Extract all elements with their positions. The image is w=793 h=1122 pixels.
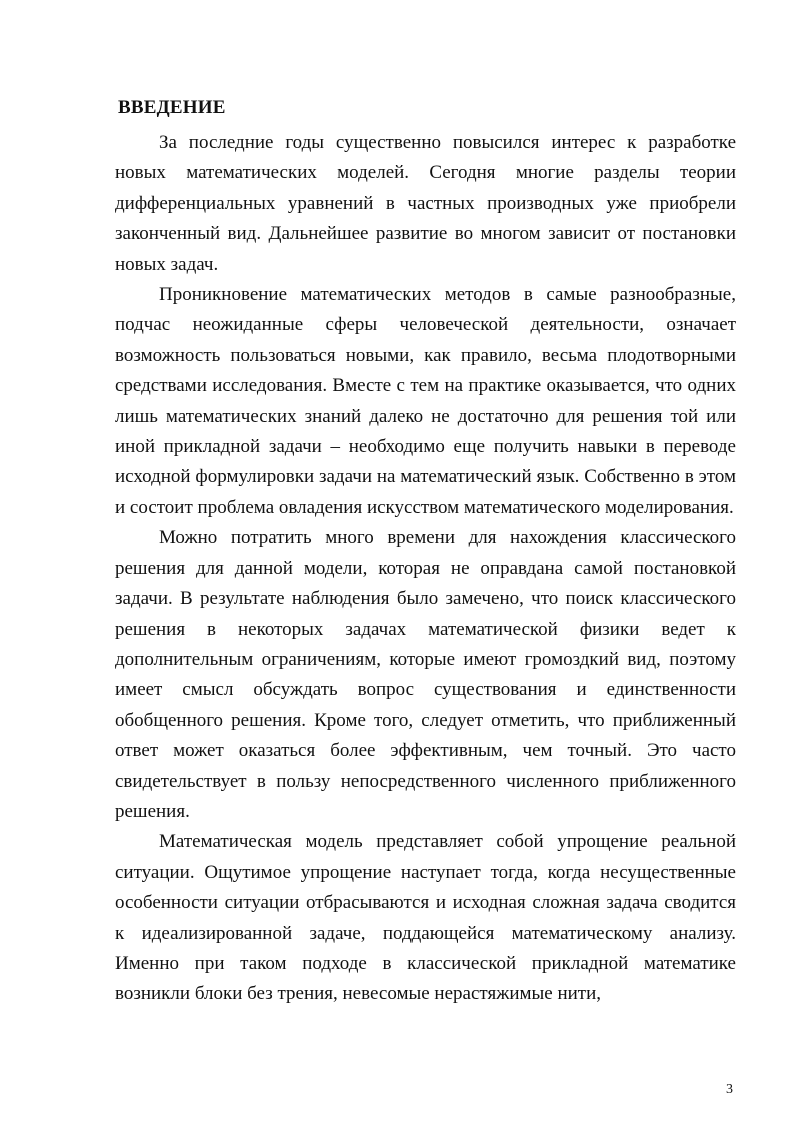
section-heading: ВВЕДЕНИЕ [118,97,226,118]
page-number: 3 [726,1082,733,1097]
paragraph-3: Можно потратить много времени для нахождения классического решения для данной модели, которая не оправдана самой постановкой задачи. В результате наблюдения было замечено, что поиск классического решения в некоторых задачах математической физики ведет к дополнительным ограничениям, которые имеют громоздкий вид, поэтому имеет смысл обсуждать вопрос существования и единственности обобщенного решения. Кроме того, следует отметить, что приближенный ответ может оказаться более эффективным, чем точный. Это часто свидетельствует в пользу непосредственного численного приближенного решения. [115,527,736,822]
paragraph-1: За последние годы существенно повысился интерес к разработке новых математических моделей. Сегодня многие разделы теории дифференциальных уравнений в частных производных уже приобрели законченный вид. Дальнейшее развитие во многом зависит от постановки новых задач. [115,132,736,275]
paragraph-2: Проникновение математических методов в самые разнообразные, подчас неожиданные сферы человеческой деятельности, означает возможность пользоваться новыми, как правило, весьма плодотворными средствами исследования. Вместе с тем на практике оказывается, что одних лишь математических знаний далеко не достаточно для решения той или иной прикладной задачи – необходимо еще получить навыки в переводе исходной формулировки задачи на математический язык. Собственно в этом и состоит проблема овладения искусством математического моделирования. [115,284,736,518]
paragraph-4: Математическая модель представляет собой упрощение реальной ситуации. Ощутимое упрощение наступает тогда, когда несущественные особенности ситуации отбрасываются и исходная сложная задача сводится к идеализированной задаче, поддающейся математическому анализу. Именно при таком подходе в классической прикладной математике возникли блоки без трения, невесомые нерастяжимые нити, [115,831,736,1005]
body-text [115,128,736,1010]
